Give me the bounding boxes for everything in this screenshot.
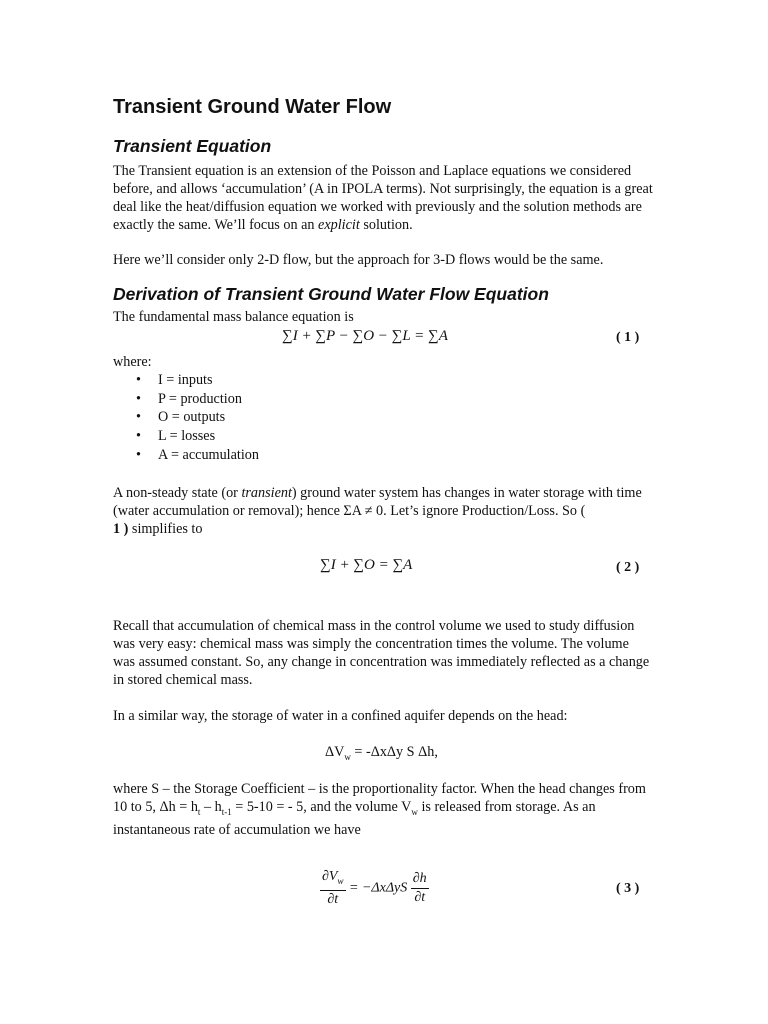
- paragraph-non-steady-a: A non-steady state (or: [113, 485, 242, 501]
- paragraph-intro-text: The Transient equation is an extension of the Poisson and Laplace equations we considered before, and allows ‘accumulation’ (A in IPOLA terms). Not surprisingly, the equation is a great deal like the heat/diffusion equation we worked with previously and the solution methods are exactly the same. We’ll focus on an: [113, 163, 653, 233]
- equation-3-rhs-denominator: ∂t: [414, 889, 426, 905]
- paragraph-similar-way: In a similar way, the storage of water in a confined aquifer depends on the head:: [113, 708, 568, 724]
- section-heading-transient-equation: Transient Equation: [113, 136, 272, 156]
- equation-3-middle: = −ΔxΔyS: [349, 880, 408, 896]
- emphasis-explicit: explicit: [318, 217, 360, 233]
- storage-subscript-w: w: [411, 806, 418, 817]
- equation-storage-rhs: = -ΔxΔy S Δh,: [350, 744, 438, 760]
- storage-subscript-t-1: t-1: [221, 806, 232, 817]
- paragraph-mass-balance: The fundamental mass balance equation is: [113, 309, 354, 325]
- definition-list: [113, 371, 259, 464]
- equation-3-lhs-numerator-text: ∂V: [322, 869, 338, 884]
- paragraph-intro-end: solution.: [359, 217, 413, 233]
- bullet-marker: •: [136, 390, 141, 407]
- storage-subscript-t: t: [197, 806, 201, 817]
- list-item-text: I = inputs: [158, 372, 213, 388]
- list-item-text: A = accumulation: [158, 446, 259, 463]
- list-item: [113, 427, 259, 446]
- bullet-marker: •: [136, 428, 141, 445]
- paragraph-2d-flow: Here we’ll consider only 2-D flow, but the approach for 3-D flows would be the same.: [113, 252, 604, 268]
- equation-storage-lhs: ΔV: [325, 744, 345, 760]
- page-title: Transient Ground Water Flow: [113, 96, 392, 118]
- equation-3-rhs-numerator: ∂h: [411, 870, 429, 889]
- equation-1: ∑I + ∑P − ∑O − ∑L = ∑A: [282, 328, 448, 344]
- list-item-text: O = outputs: [158, 409, 226, 426]
- equation-3-number: ( 3 ): [616, 881, 640, 896]
- list-item: [113, 371, 259, 390]
- equation-2-number: ( 2 ): [616, 560, 640, 575]
- bullet-marker: •: [136, 372, 141, 388]
- list-item: [113, 408, 259, 427]
- equation-3: [320, 868, 429, 909]
- paragraph-intro: [113, 162, 653, 234]
- equation-3-rhs-fraction: [411, 870, 429, 907]
- paragraph-non-steady-c: simplifies to: [128, 521, 203, 537]
- equation-storage: [325, 743, 438, 766]
- storage-text-b: – h: [200, 799, 222, 815]
- equation-3-lhs-denominator: ∂t: [327, 891, 339, 907]
- list-item: [113, 390, 259, 409]
- bullet-marker: •: [136, 409, 141, 426]
- equation-3-lhs-subscript: w: [337, 875, 344, 886]
- storage-text-c: = 5-10 = - 5, and the volume V: [231, 799, 412, 815]
- list-item-text: L = losses: [158, 428, 216, 445]
- equation-2: ∑I + ∑O = ∑A: [320, 557, 413, 573]
- emphasis-transient: transient: [241, 485, 292, 501]
- list-item: [113, 446, 259, 465]
- storage-text-a: where S – the Storage Coefficient – is the proportionality factor. When the head changes from 10 to 5, Δh = h: [113, 781, 646, 815]
- equation-storage-subscript: w: [344, 751, 351, 762]
- paragraph-recall: Recall that accumulation of chemical mass in the control volume we used to study diffusion was very easy: chemical mass was simply the concentration times the volume. The volume was assumed constant. So, any change in concentration was immediately reflected as a change in stored chemical mass.: [113, 618, 650, 688]
- paragraph-non-steady: [113, 484, 653, 538]
- equation-3-lhs-numerator: [320, 868, 346, 891]
- paragraph-non-steady-b: ) ground water system has changes in water storage with time (water accumulation or removal); hence ΣA ≠ 0. Let’s ignore Production/Loss. So (: [113, 485, 642, 519]
- equation-reference-1: 1 ): [113, 521, 129, 537]
- where-label: where:: [113, 354, 152, 370]
- bullet-marker: •: [136, 446, 141, 463]
- list-item-text: P = production: [158, 390, 242, 407]
- equation-3-lhs-fraction: [320, 868, 346, 909]
- paragraph-storage-coefficient: [113, 780, 653, 839]
- storage-text-d: is released from storage. As an instantaneous rate of accumulation we have: [113, 799, 596, 838]
- equation-1-number: ( 1 ): [616, 330, 640, 345]
- section-heading-derivation: Derivation of Transient Ground Water Flow Equation: [113, 284, 549, 304]
